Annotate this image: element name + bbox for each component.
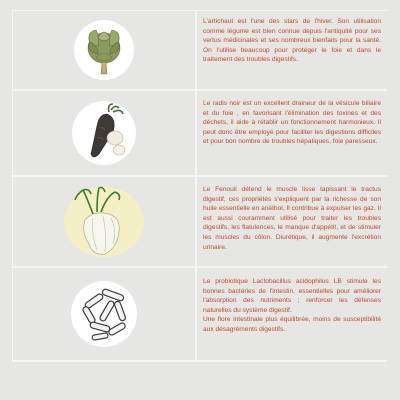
description-cell bbox=[197, 177, 387, 266]
ingredient-row-fennel bbox=[12, 177, 387, 268]
image-cell bbox=[12, 268, 197, 360]
description-cell bbox=[197, 91, 387, 175]
fennel-illustration bbox=[63, 184, 145, 260]
fennel-description: Le Fenouil détend le muscle lisse tapissant le tractus digestif, ces propriétés s'expliquent par la richesse de son huile essentielle en anéthol. Il contribue à expulser les gaz. Il est aussi couramment utilisé pour traiter les troubles digestifs, les flatulences, le manque d'appétit, et de stimuler les muscles du côlon. Diurétique, il augmente l'excrétion urinaire. bbox=[203, 186, 381, 251]
radish-description: Le radis noir est un excellent draineur de la vésicule biliaire et du foie , en favorisant l'élimination des toxines et des déchets, il aide à rétablir un fonctionnement harmonieux. Il peut donc être employé pour faciliter les digestions difficiles et pour bon nombre de troubles hépatiques, foie paresseux. bbox=[203, 100, 381, 146]
image-cell bbox=[12, 11, 197, 89]
description-cell bbox=[197, 268, 387, 360]
artichoke-illustration bbox=[72, 18, 136, 82]
probiotic-description: Le probiotique Lactobacillus acidophilus LB stimule les bonnes bactéries de l'intestin, essentielles pour améliorer l'absorption des nutriments ; renforcer les défenses naturelles du système digestif. Une flore intestinale plus équilibrée, moins de susceptibilité aux désagréments digestifs. bbox=[203, 278, 381, 333]
ingredient-row-probiotic bbox=[12, 268, 387, 362]
ingredient-row-artichoke bbox=[12, 11, 387, 91]
image-cell bbox=[12, 91, 197, 175]
ingredients-table bbox=[12, 10, 387, 362]
probiotic-bacteria-illustration bbox=[68, 278, 140, 350]
black-radish-illustration bbox=[69, 98, 139, 168]
ingredient-row-radish bbox=[12, 91, 387, 177]
image-cell bbox=[12, 177, 197, 266]
description-cell bbox=[197, 11, 387, 89]
artichoke-description: L'artichaut est l'une des stars de l'hiver. Son utilisation comme légume est bien connue depuis l'antiquité pour ses vertus médicinales et ses nombreux bienfaits pour la santé. On l'utilise beaucoup pour protéger le foie et dans le traitement des troubles digestifs. bbox=[203, 18, 381, 64]
